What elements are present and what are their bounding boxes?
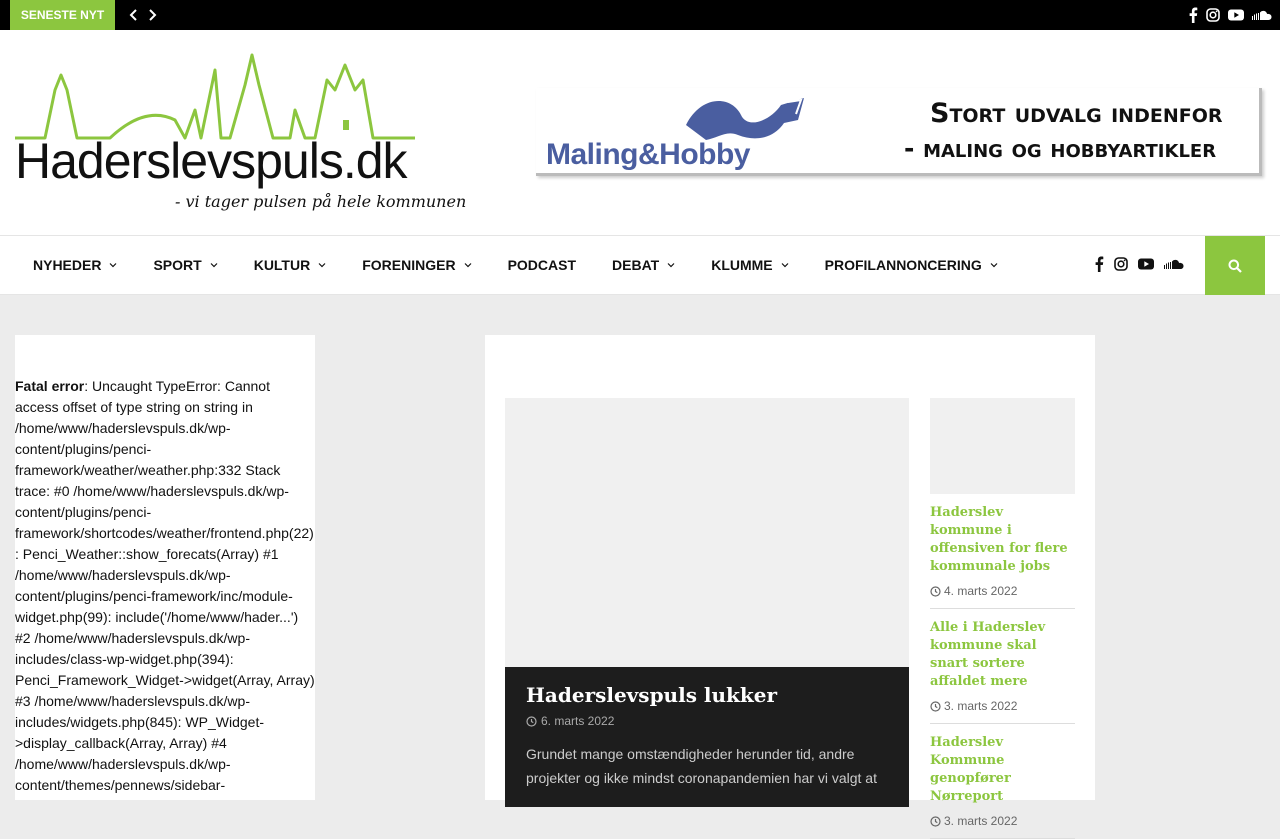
featured-title[interactable]: Haderslevspuls lukker [526,683,778,707]
nav-item-sport[interactable] [135,236,235,294]
nav-item-label: PROFILANNONCERING [824,257,982,273]
news-block [485,335,1095,828]
logo-wordmark: Haderslevspuls.dk [15,133,407,189]
nav-item-label: DEBAT [612,257,660,273]
latest-news-badge: SENESTE NYT [10,0,115,30]
facebook-icon[interactable] [1094,256,1104,272]
banner-headline: Stort udvalg indenfor [930,98,1223,129]
nav-item-label: FORENINGER [362,257,456,273]
youtube-icon[interactable] [1228,9,1244,21]
main-nav [0,235,1280,295]
nav-item-label: PODCAST [507,257,577,273]
ad-banner[interactable] [536,88,1262,176]
facebook-icon[interactable] [1188,7,1198,23]
featured-excerpt: Grundet mange omstændigheder herunder tid, andre projekter og ikke mindst coronapandemien har vi valgt at [526,746,877,786]
nav-item-label: KLUMME [711,257,773,273]
instagram-icon[interactable] [1206,8,1220,22]
youtube-icon[interactable] [1138,258,1154,270]
nav-item-podcast[interactable] [490,236,594,294]
clock-icon [930,586,941,597]
nav-menu [15,236,1016,294]
instagram-icon[interactable] [1114,257,1128,271]
chevron-down-icon [464,261,472,269]
chevron-right-icon[interactable] [146,7,158,23]
post-date [930,814,1075,828]
featured-caption [505,667,909,807]
logo-slogan: - vi tager pulsen på hele kommunen [175,192,467,211]
weather-widget [15,335,315,800]
clock-icon [930,701,941,712]
soundcloud-icon[interactable] [1252,10,1272,20]
post-title[interactable]: Haderslev Kommune genopfører Nørreport [930,735,1011,804]
featured-date-text: 6. marts 2022 [541,714,615,728]
nav-item-nyheder[interactable] [15,236,135,294]
error-label: Fatal error [15,378,85,394]
list-item [930,609,1075,724]
post-list [930,398,1075,839]
error-text: : Uncaught TypeError: Cannot access offset of type string on string in /home/www/haderslevspuls.dk/wp-content/plugins/penci-framework/weather/weather.php:332 Stack trace: #0 /home/www/haderslevspuls.dk/wp-content/plugins/penci-framework/shortcodes/weather/frontend.php(22): Penci_Weather::show_forecats(Array) #1 /home/www/haderslevspuls.dk/wp-content/plugins/penci-framework/inc/module-widget.php(99): include('/home/www/hader...') #2 /home/www/haderslevspuls.dk/wp-includes/class-wp-widget.php(394): Penci_Framework_Widget->widget(Array, Array) #3 /home/www/haderslevspuls.dk/wp-includes/widgets.php(845): WP_Widget->display_callback(Array, Array) #4 /home/www/haderslevspuls.dk/wp-content/themes/pennews/sidebar- [15,378,315,793]
chevron-down-icon [667,261,675,269]
post-date [930,699,1075,713]
nav-item-kultur[interactable] [236,236,345,294]
banner-subline: - maling og hobbyartikler [904,134,1217,163]
chevron-left-icon[interactable] [128,7,140,23]
nav-item-label: NYHEDER [33,257,102,273]
site-header [0,30,1280,235]
clock-icon [526,716,537,727]
post-date [930,584,1075,598]
post-date-text: 4. marts 2022 [944,584,1018,598]
featured-date [526,714,888,728]
top-bar [0,0,1280,30]
site-logo[interactable] [15,50,467,215]
php-error-message [15,376,315,796]
nav-item-klumme[interactable] [693,236,806,294]
featured-article[interactable] [505,398,909,800]
list-item [930,494,1075,609]
nav-social-links [1094,256,1184,272]
search-icon [1228,259,1242,273]
nav-item-foreninger[interactable] [344,236,489,294]
search-button[interactable] [1205,236,1265,295]
chevron-down-icon [990,261,998,269]
soundcloud-icon[interactable] [1164,259,1184,269]
nav-item-label: SPORT [153,257,202,273]
chevron-down-icon [318,261,326,269]
post-thumbnail[interactable] [930,398,1075,494]
nav-item-profilannoncering[interactable] [807,236,1016,294]
post-title[interactable]: Alle i Haderslev kommune skal snart sortere affaldet mere [930,620,1046,689]
chevron-down-icon [781,261,789,269]
nav-item-debat[interactable] [594,236,693,294]
chevron-down-icon [109,261,117,269]
post-date-text: 3. marts 2022 [944,699,1018,713]
nav-item-label: KULTUR [253,257,311,273]
banner-brand: Maling&Hobby [546,138,750,171]
top-social-links [1188,7,1272,23]
chevron-down-icon [210,261,218,269]
post-title[interactable]: Haderslev kommune i offensiven for flere kommunale jobs [930,505,1068,574]
post-date-text: 3. marts 2022 [944,814,1018,828]
list-item [930,724,1075,839]
clock-icon [930,816,941,827]
